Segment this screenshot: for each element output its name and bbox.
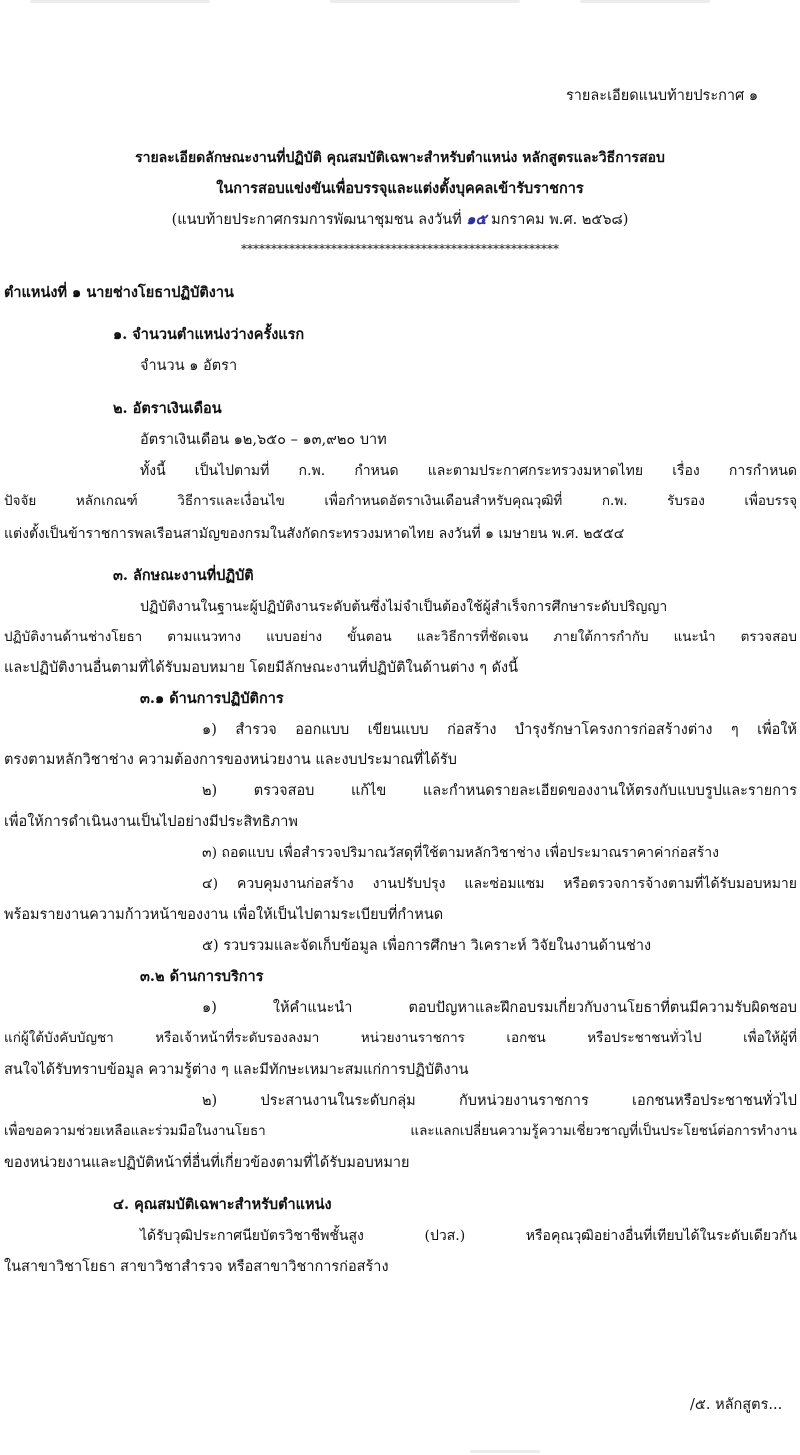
item-3-1-2-line-1: ๒) ตรวจสอบ แก้ไข และกำหนดรายละเอียดของงานให้ตรงกับแบบรูปและรายการ xyxy=(202,783,797,799)
scan-artifact xyxy=(330,0,520,3)
item-3-2-2-line-1: ๒) ประสานงานในระดับกลุ่ม กับหน่วยงานราชการ เอกชนหรือประชาชนทั่วไป xyxy=(202,1093,797,1109)
section-4-para-line-1: ได้รับวุฒิประกาศนียบัตรวิชาชีพชั้นสูง (ปวส.) หรือคุณวุฒิอย่างอื่นที่เทียบได้ในระดับเดียวกัน xyxy=(140,1228,797,1244)
section-1-heading: ๑. จำนวนตำแหน่งว่างครั้งแรก xyxy=(113,326,305,343)
section-3-heading: ๓. ลักษณะงานที่ปฏิบัติ xyxy=(113,567,254,584)
item-3-2-1-line-2: แก่ผู้ใต้บังคับบัญชา หรือเจ้าหน้าที่ระดับรองลงมา หน่วยงานราชการ เอกชน หรือประชาชนทั่วไป เพื่อให้ผู้ที่ xyxy=(4,1030,797,1046)
section-3-para-line-3: และปฏิบัติงานอื่นตามที่ได้รับมอบหมาย โดยมีลักษณะงานที่ปฏิบัติในด้านต่าง ๆ ดังนี้ xyxy=(4,660,519,676)
section-2-para-line-3: แต่งตั้งเป็นข้าราชการพลเรือนสามัญของกรมในสังกัดกระทรวงมหาดไทย ลงวันที่ ๑ เมษายน พ.ศ. ๒๕๕๔ xyxy=(4,526,625,542)
item-3-1-3: ๓) ถอดแบบ เพื่อสำรวจปริมาณวัสดุที่ใช้ตามหลักวิชาช่าง เพื่อประมาณราคาค่าก่อสร้าง xyxy=(202,845,719,861)
subsection-3-1-heading: ๓.๑ ด้านการปฏิบัติการ xyxy=(140,690,284,707)
item-3-1-4-line-1: ๔) ควบคุมงานก่อสร้าง งานปรับปรุง และซ่อมแซม หรือตรวจการจ้างตามที่ได้รับมอบหมาย xyxy=(202,876,797,892)
item-3-2-2-line-3: ของหน่วยงานและปฏิบัติหน้าที่อื่นที่เกี่ยวข้องตามที่ได้รับมอบหมาย xyxy=(4,1155,410,1171)
section-2-para-line-1: ทั้งนี้ เป็นไปตามที่ ก.พ. กำหนด และตามประกาศกระทรวงมหาดไทย เรื่อง การกำหนด xyxy=(140,463,797,479)
title-line-3-suffix: มกราคม พ.ศ. ๒๕๖๘) xyxy=(491,212,629,228)
attachment-label: รายละเอียดแนบท้ายประกาศ ๑ xyxy=(566,88,759,104)
scan-artifact xyxy=(580,0,710,3)
section-3-para-line-2: ปฏิบัติงานด้านช่างโยธา ตามแนวทาง แบบอย่าง ขั้นตอน และวิธีการที่ชัดเจน ภายใต้การกำกับ แนะนำ ตรวจสอบ xyxy=(4,629,797,645)
section-4-para-line-2: ในสาขาวิชาโยธา สาขาวิชาสำรวจ หรือสาขาวิชาการก่อสร้าง xyxy=(4,1259,389,1275)
title-line-3-prefix: (แนบท้ายประกาศกรมการพัฒนาชุมชน ลงวันที่ xyxy=(171,212,462,228)
title-line-3 xyxy=(0,213,800,228)
section-3-para-line-1: ปฏิบัติงานในฐานะผู้ปฏิบัติงานระดับต้นซึ่งไม่จำเป็นต้องใช้ผู้สำเร็จการศึกษาระดับปริญญา xyxy=(140,599,668,615)
continuation-note: /๕. หลักสูตร... xyxy=(690,1397,783,1413)
section-1-text: จำนวน ๑ อัตรา xyxy=(140,358,238,374)
section-2-rate: อัตราเงินเดือน ๑๒,๖๕๐ – ๑๓,๙๒๐ บาท xyxy=(140,432,387,448)
position-heading: ตำแหน่งที่ ๑ นายช่างโยธาปฏิบัติงาน xyxy=(4,284,234,301)
scan-artifact xyxy=(470,1450,540,1453)
section-4-heading: ๔. คุณสมบัติเฉพาะสำหรับตำแหน่ง xyxy=(113,1196,332,1213)
item-3-1-1-line-2: ตรงตามหลักวิชาช่าง ความต้องการของหน่วยงาน และงบประมาณที่ได้รับ xyxy=(4,752,457,768)
item-3-1-1-line-1: ๑) สำรวจ ออกแบบ เขียนแบบ ก่อสร้าง บำรุงรักษาโครงการก่อสร้างต่าง ๆ เพื่อให้ xyxy=(202,722,797,738)
item-3-2-1-line-1: ๑) ให้คำแนะนำ ตอบปัญหาและฝึกอบรมเกี่ยวกับงานโยธาที่ตนมีความรับผิดชอบ xyxy=(202,1000,797,1016)
item-3-1-5: ๕) รวบรวมและจัดเก็บข้อมูล เพื่อการศึกษา วิเคราะห์ วิจัยในงานด้านช่าง xyxy=(202,938,652,954)
item-3-2-1-line-3: สนใจได้รับทราบข้อมูล ความรู้ต่าง ๆ และมีทักษะเหมาะสมแก่การปฏิบัติงาน xyxy=(4,1062,469,1078)
title-line-1: รายละเอียดลักษณะงานที่ปฏิบัติ คุณสมบัติเฉพาะสำหรับตำแหน่ง หลักสูตรและวิธีการสอบ xyxy=(135,150,665,166)
section-2-para-line-2: ปัจจัย หลักเกณฑ์ วิธีการและเงื่อนไข เพื่อกำหนดอัตราเงินเดือนสำหรับคุณวุฒิที่ ก.พ. รับรอง เพื่อบรรจุ xyxy=(4,493,797,509)
section-2-heading: ๒. อัตราเงินเดือน xyxy=(113,400,222,417)
item-3-1-2-line-2: เพื่อให้การดำเนินงานเป็นไปอย่างมีประสิทธิภาพ xyxy=(4,814,298,830)
title-line-2: ในการสอบแข่งขันเพื่อบรรจุและแต่งตั้งบุคคลเข้ารับราชการ xyxy=(216,180,584,197)
scan-artifact xyxy=(30,0,210,3)
subsection-3-2-heading: ๓.๒ ด้านการบริการ xyxy=(140,968,264,985)
separator: ***************************************************** xyxy=(241,242,559,256)
handwritten-day: ๑๕ xyxy=(466,212,487,228)
item-3-2-2-line-2: เพื่อขอความช่วยเหลือและร่วมมือในงานโยธา และแลกเปลี่ยนความรู้ความเชี่ยวชาญที่เป็นประโยชน์ต่อการทำงาน xyxy=(4,1123,797,1139)
item-3-1-4-line-2: พร้อมรายงานความก้าวหน้าของงาน เพื่อให้เป็นไปตามระเบียบที่กำหนด xyxy=(4,907,444,923)
